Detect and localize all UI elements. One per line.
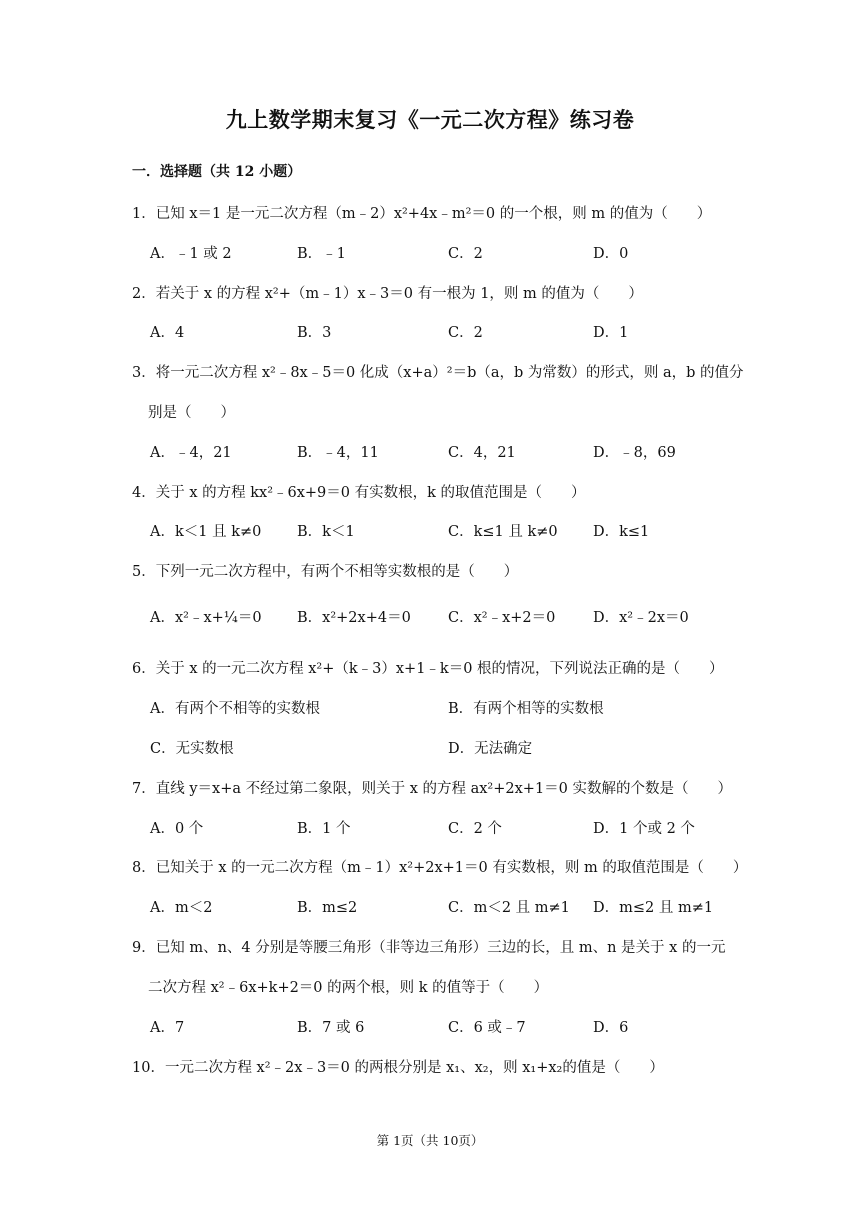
question-6-option-a: A．有两个不相等的实数根 xyxy=(150,701,320,717)
question-1-option-d: D．0 xyxy=(593,246,629,262)
page-footer: 第 1页（共 10页） xyxy=(376,1133,484,1148)
question-8-option-d: D．m≤2 且 m≠1 xyxy=(593,900,714,916)
question-3-option-a: A．﹣4，21 xyxy=(150,445,232,461)
section-heading: 一．选择题（共 12 小题） xyxy=(132,164,302,180)
question-9-option-a: A．7 xyxy=(150,1020,185,1036)
question-9-stem-continued: 二次方程 x²﹣6x+k+2＝0 的两个根，则 k 的值等于（ ） xyxy=(148,980,549,996)
question-2-option-c: C．2 xyxy=(448,325,483,341)
question-9-option-b: B．7 或 6 xyxy=(297,1020,365,1036)
question-1-option-b: B．﹣1 xyxy=(297,246,346,262)
question-8-option-a: A．m＜2 xyxy=(150,900,213,916)
question-5-option-c: C．x²﹣x+2＝0 xyxy=(448,610,556,626)
question-1-option-c: C．2 xyxy=(448,246,483,262)
question-9-stem: 9．已知 m、n、4 分别是等腰三角形（非等边三角形）三边的长，且 m、n 是关于 x 的一元 xyxy=(132,940,726,956)
question-5-option-d: D．x²﹣2x＝0 xyxy=(593,610,689,626)
question-1-stem: 1．已知 x＝1 是一元二次方程（m﹣2）x²+4x﹣m²＝0 的一个根，则 m 的值为（ ） xyxy=(132,206,712,222)
question-6-option-b: B．有两个相等的实数根 xyxy=(448,701,604,717)
question-8-option-c: C．m＜2 且 m≠1 xyxy=(448,900,570,916)
question-9-option-c: C．6 或﹣7 xyxy=(448,1020,526,1036)
question-3-stem-continued: 别是（ ） xyxy=(148,405,235,421)
question-1-option-a: A．﹣1 或 2 xyxy=(150,246,232,262)
question-4-option-b: B．k＜1 xyxy=(297,524,355,540)
question-2-option-b: B．3 xyxy=(297,325,332,341)
question-3-option-b: B．﹣4，11 xyxy=(297,445,379,461)
question-4-stem: 4．关于 x 的方程 kx²﹣6x+9＝0 有实数根，k 的取值范围是（ ） xyxy=(132,485,586,501)
question-7-option-a: A．0 个 xyxy=(150,821,204,837)
question-7-option-c: C．2 个 xyxy=(448,821,502,837)
question-4-option-d: D．k≤1 xyxy=(593,524,650,540)
question-6-option-c: C．无实数根 xyxy=(150,741,234,757)
question-3-option-d: D．﹣8，69 xyxy=(593,445,676,461)
question-3-stem: 3．将一元二次方程 x²﹣8x﹣5＝0 化成（x+a）²＝b（a，b 为常数）的形式，则 a，b 的值分 xyxy=(132,365,744,381)
question-2-option-d: D．1 xyxy=(593,325,629,341)
question-6-option-d: D．无法确定 xyxy=(448,741,533,757)
question-4-option-a: A．k＜1 且 k≠0 xyxy=(150,524,262,540)
question-8-option-b: B．m≤2 xyxy=(297,900,358,916)
question-6-stem: 6．关于 x 的一元二次方程 x²+（k﹣3）x+1﹣k＝0 根的情况，下列说法正确的是（ ） xyxy=(132,661,724,677)
question-2-stem: 2．若关于 x 的方程 x²+（m﹣1）x﹣3＝0 有一根为 1，则 m 的值为（ ） xyxy=(132,286,643,302)
question-7-stem: 7．直线 y＝x+a 不经过第二象限，则关于 x 的方程 ax²+2x+1＝0 实数解的个数是（ ） xyxy=(132,781,733,797)
question-7-option-b: B．1 个 xyxy=(297,821,351,837)
page-title: 九上数学期末复习《一元二次方程》练习卷 xyxy=(225,107,635,132)
question-7-option-d: D．1 个或 2 个 xyxy=(593,821,695,837)
question-2-option-a: A．4 xyxy=(150,325,185,341)
question-3-option-c: C．4，21 xyxy=(448,445,516,461)
question-5-option-a: A．x²﹣x+¼＝0 xyxy=(150,610,262,626)
question-5-option-b: B．x²+2x+4＝0 xyxy=(297,610,411,626)
question-10-stem: 10．一元二次方程 x²﹣2x﹣3＝0 的两根分别是 x₁、x₂，则 x₁+x₂的值是（ ） xyxy=(132,1060,664,1076)
question-9-option-d: D．6 xyxy=(593,1020,629,1036)
question-4-option-c: C．k≤1 且 k≠0 xyxy=(448,524,558,540)
question-8-stem: 8．已知关于 x 的一元二次方程（m﹣1）x²+2x+1＝0 有实数根，则 m 的取值范围是（ ） xyxy=(132,860,748,876)
question-5-stem: 5．下列一元二次方程中，有两个不相等实数根的是（ ） xyxy=(132,564,519,580)
